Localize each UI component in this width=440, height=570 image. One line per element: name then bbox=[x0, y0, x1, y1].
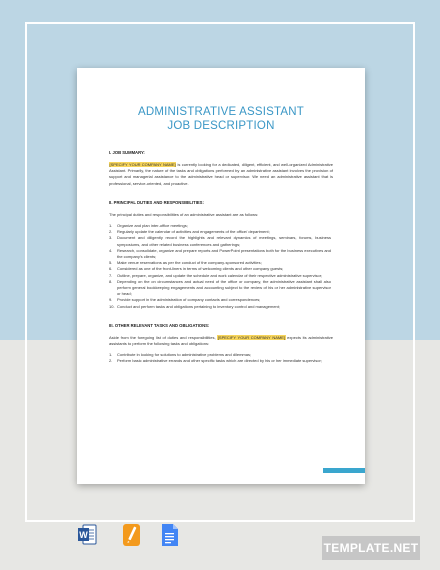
pages-icon[interactable] bbox=[122, 523, 141, 547]
template-net-badge[interactable]: TEMPLATE.NET bbox=[322, 536, 420, 560]
document-title bbox=[109, 106, 333, 133]
svg-text:W: W bbox=[79, 530, 88, 540]
list-item: 3. Document and diligently record the highlights and relevant dynamics of meetings, seminars, forums, business symposiums, and other related business conferences and gatherings; bbox=[109, 235, 331, 247]
list-item: 1. Contribute in looking for solutions to administrative problems and dilemmas; bbox=[109, 352, 252, 358]
other-tasks-intro: Aside from the foregoing list of duties and responsibilities, [SPECIFY YOUR COMPANY NAME] expects its administrative assistants to perform the following tasks and obligations: bbox=[109, 334, 334, 347]
duties-intro: The principal duties and responsibilities of an administrative assistant are as follows: bbox=[109, 211, 259, 217]
list-item: 2. Perform basic administrative errands and other specific tasks which are directed by his or her immediate supervisor; bbox=[109, 358, 322, 364]
company-name-placeholder: [SPECIFY YOUR COMPANY NAME] bbox=[109, 162, 176, 167]
list-item: 7. Outline, prepare, organize, and update the schedule and work calendar of their respective administrative supervisor; bbox=[109, 272, 323, 278]
document-preview[interactable] bbox=[77, 68, 365, 484]
word-icon[interactable] bbox=[78, 523, 97, 547]
list-item: 10. Conduct and perform tasks and obligations pertaining to inventory control and management; bbox=[109, 303, 280, 309]
section-2-heading: II. PRINCIPAL DUTIES AND RESPONSIBILITIES: bbox=[109, 199, 204, 205]
document-body bbox=[109, 106, 333, 365]
section-1-heading: I. JOB SUMMARY: bbox=[109, 150, 145, 155]
company-name-placeholder: [SPECIFY YOUR COMPANY NAME] bbox=[217, 334, 285, 340]
job-summary-text: is currently looking for a dedicated, diligent, efficient, and well-organized Administrative Assistant. Primarily, the nature of the tasks and obligations performed by an administrative assistant involves the provision of support and managerial assistance to the administrative head or supervisor. We need an administrative assistant that is professional, service-oriented, and proactive. bbox=[109, 162, 334, 186]
list-item: 8. Depending on the on circumstances and actual need of the office or company, the administrative assistant shall also perform general bookkeeping engagements and accounting subject to the review of his or her administrative supervisor or head; bbox=[109, 278, 331, 297]
list-item: 6. Considered as one of the front-liners in terms of welcoming clients and other company guests; bbox=[109, 266, 284, 272]
duties-list bbox=[109, 223, 333, 310]
other-tasks-list bbox=[109, 352, 333, 364]
list-item: 4. Research, consolidate, organize and prepare reports and PowerPoint presentations both for the business executives and the company's clients; bbox=[109, 247, 331, 260]
document-accent-bar bbox=[323, 468, 365, 473]
list-item: 9. Provide support in the administration of company contacts and correspondences; bbox=[109, 297, 261, 303]
job-summary-paragraph bbox=[109, 162, 333, 187]
section-3-heading: III. OTHER RELEVANT TASKS AND OBLIGATIONS: bbox=[109, 322, 210, 328]
list-item: 2. Regularly update the calendar of activities and engagements of the office/ department; bbox=[109, 229, 270, 235]
document-title-line-1: ADMINISTRATIVE ASSISTANT bbox=[137, 106, 305, 118]
list-item: 5. Make venue reservations as per the conduct of the company-sponsored activities; bbox=[109, 260, 262, 266]
document-title-line-2: JOB DESCRIPTION bbox=[167, 119, 275, 132]
list-item: 1. Organize and plan inter-office meetings; bbox=[109, 223, 188, 229]
google-docs-icon[interactable] bbox=[160, 523, 179, 547]
